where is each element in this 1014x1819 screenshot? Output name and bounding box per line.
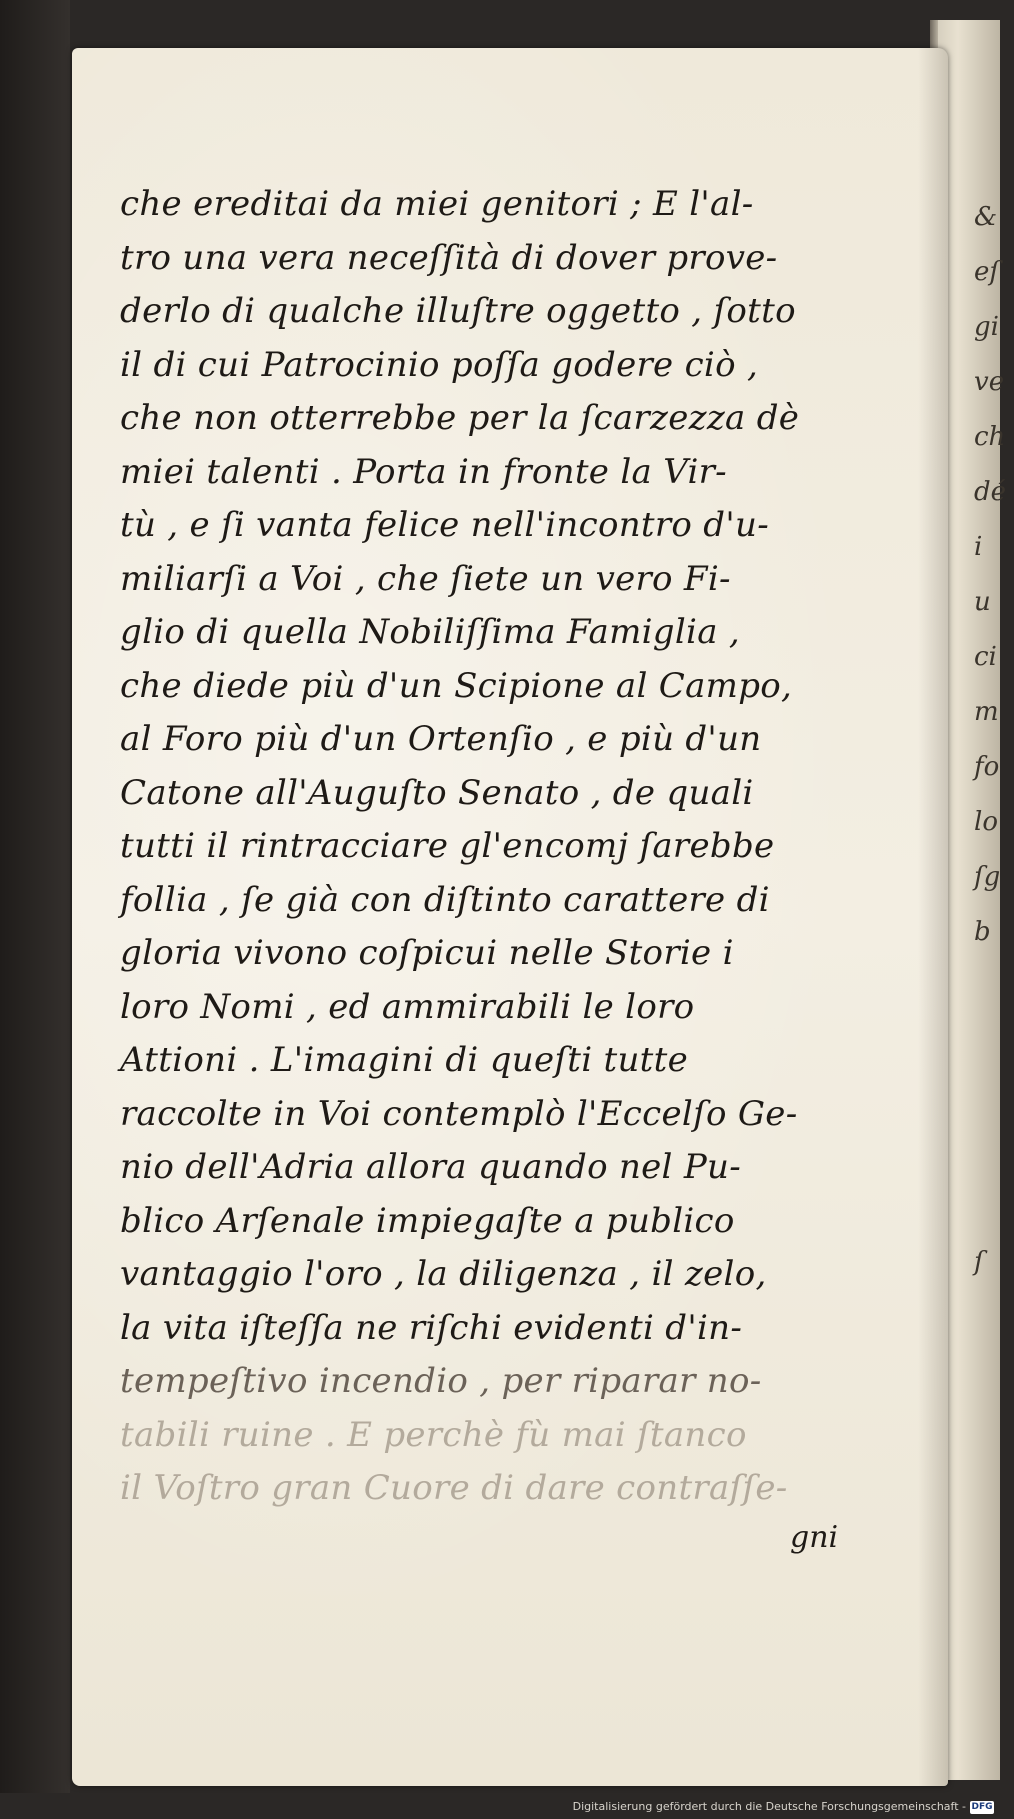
facing-page-fragment: ſ	[974, 1247, 984, 1277]
text-line: che ereditai da miei genitori ; E l'al-	[120, 184, 754, 224]
facing-page-fragment: ch	[974, 422, 1006, 452]
facing-page-fragment: gi	[974, 312, 999, 342]
facing-page-fragment: lo	[974, 807, 998, 837]
facing-page-fragment: dé	[974, 477, 1007, 507]
text-line: follia , ſe già con diſtinto carattere di	[120, 879, 770, 920]
funding-note: Digitalisierung gefördert durch die Deutsche Forschungsgemeinschaft -	[572, 1800, 966, 1813]
text-line: il di cui Patrocinio poſſa godere ciò ,	[120, 344, 759, 385]
facing-page-fragment: fo	[974, 752, 1000, 782]
facing-page-fragment: b	[974, 917, 991, 947]
text-line: Catone all'Auguſto Senato , de quali	[120, 772, 754, 813]
text-line: Attioni . L'imagini di queſti tutte	[120, 1040, 689, 1080]
facing-page-fragment	[974, 1070, 1014, 1125]
facing-page-fragment	[974, 1015, 1014, 1070]
facing-page-fragment: ci	[974, 642, 997, 672]
dfg-logo: DFG	[971, 1802, 993, 1812]
facing-page-fragment: i	[974, 532, 983, 562]
facing-page-fragment	[974, 1400, 1014, 1455]
text-line: al Foro più d'un Ortenſio , e più d'un	[120, 719, 762, 759]
text-line: tù , e ſi vanta felice nell'incontro d'u-	[120, 505, 770, 545]
text-line: vantaggio l'oro , la diligenza , il zelo,	[120, 1254, 767, 1294]
page-text-block	[120, 178, 910, 1516]
text-line: tempeſtivo incendio , per riparar no-	[120, 1361, 762, 1401]
text-line: tabili ruine . E perchè fù mai ſtanco	[120, 1414, 747, 1455]
facing-page-fragment	[974, 1180, 1014, 1235]
text-line: la vita iſteſſa ne riſchi evidenti d'in-	[120, 1307, 743, 1348]
text-line: nio dell'Adria allora quando nel Pu-	[120, 1147, 742, 1187]
text-line: raccolte in Voi contemplò l'Eccelſo Ge-	[120, 1093, 798, 1134]
text-line: blico Arſenale impiegaſte a publico	[120, 1200, 735, 1241]
text-line: tutti il rintracciare gl'encomj ſarebbe	[120, 826, 775, 866]
facing-page-fragment	[974, 960, 1014, 1015]
text-line: il Voſtro gran Cuore di dare contraſſe-	[120, 1468, 788, 1508]
text-line: gloria vivono coſpicui nelle Storie i	[120, 933, 734, 973]
facing-page-fragment: ve	[974, 367, 1005, 397]
facing-page-fragment: &	[974, 202, 998, 232]
facing-page-text	[974, 190, 1014, 1565]
facing-page-fragment	[974, 1510, 1014, 1565]
catchword: gni	[790, 1520, 839, 1555]
facing-page-fragment: u	[974, 587, 991, 617]
text-line: derlo di qualche illuſtre oggetto , ſotto	[120, 291, 796, 331]
facing-page-fragment	[974, 1290, 1014, 1345]
text-line: loro Nomi , ed ammirabili le loro	[120, 986, 695, 1027]
text-line: che non otterrebbe per la ſcarzezza dè	[120, 398, 800, 438]
facing-page-fragment	[974, 1345, 1014, 1400]
text-line: tro una vera neceſſità di dover prove-	[120, 237, 778, 278]
text-line: miei talenti . Porta in fronte la Vir-	[120, 451, 727, 492]
facing-page-fragment: eſ	[974, 257, 1000, 287]
text-line: miliarſi a Voi , che ſiete un vero Fi-	[120, 558, 731, 599]
page-curl-shadow	[918, 48, 948, 1786]
facing-page-fragment	[974, 1455, 1014, 1510]
footer-bar	[0, 1793, 1000, 1819]
text-line: che diede più d'un Scipione al Campo,	[120, 665, 793, 706]
facing-page-fragment: ſg	[974, 862, 1001, 892]
text-line: glio di quella Nobiliſſima Famiglia ,	[120, 612, 740, 652]
facing-page-fragment: m	[974, 697, 999, 727]
facing-page-fragment	[974, 1125, 1014, 1180]
scanner-background	[0, 0, 70, 1819]
